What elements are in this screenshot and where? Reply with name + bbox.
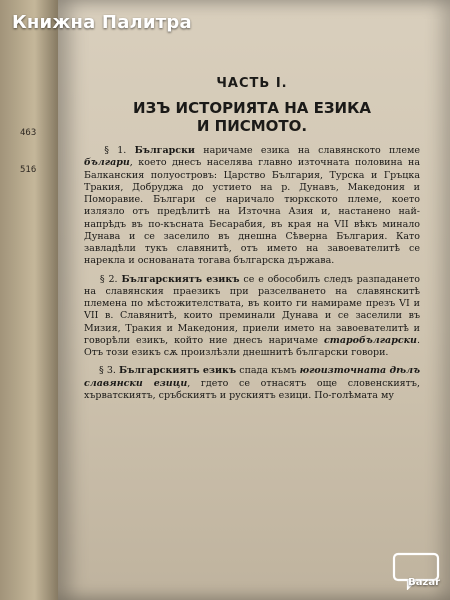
section-text: се е обособилъ следъ разпадането на славянския праезикъ при разселването на славянскитѣ племена по мѣстожителствата, въ които ги намираме презъ VI и VII в. Славянитѣ, които преминали Дунава и се заселили въ Мизия, Тракия и Македония, приели името на завоевателитѣ и говорѣли езикъ, който ние днесъ наричаме [84, 273, 420, 346]
section-emphasis: българи [84, 157, 130, 169]
page-content [84, 70, 420, 590]
section-paragraph [84, 365, 420, 402]
chapter-title [84, 99, 420, 135]
section-lead: Български [134, 145, 195, 156]
section-text: наричаме езика на славянското племе [194, 145, 420, 156]
section-number: § 2. [99, 273, 118, 285]
left-page-number: 516 [20, 165, 37, 175]
chapter-title-line: ИЗЪ ИСТОРИЯТА НА ЕЗИКА [133, 99, 371, 117]
section-paragraph [84, 274, 420, 360]
left-page-numbers [20, 0, 56, 600]
section-emphasis: югоизточната дѣлъ славянски езици [84, 365, 420, 389]
left-page-number: 463 [20, 128, 37, 138]
section-emphasis: старобългарски [324, 334, 417, 346]
part-heading: ЧАСТЬ I. [216, 76, 288, 91]
section-rest: , гдето се отнасятъ още словенскиятъ, хърватскиятъ, сръбскиятъ и рускиятъ езици. По-голѣмата му [84, 377, 420, 401]
store-watermark: Книжна Палитра [12, 12, 192, 33]
section-rest: , което днесъ населява главно източната половина на Балканския полуостровъ: Царство България, Турска и Гръцка Тракия, Добруджа до устието на р. Дунавъ, Македония и Поморавие. Българи се наричало тюркското племе, което излязло отъ предѣлитѣ на Източна Азия и, настанено най-напрѣдъ въ по-късната Бесарабия, въ края на VII вѣкъ минало Дунава и се заселило въ днешна Сѣверна България. Като завладѣли тукъ славянитѣ, отъ името на завоевателитѣ се нарекла и основаната тогава българска държава. [84, 157, 420, 267]
section-rest: . Отъ този езикъ сѫ произлѣзли днешнитѣ български говори. [84, 334, 420, 358]
section-text: спада къмъ [236, 365, 300, 377]
bazar-logo-text: Bazar [408, 577, 440, 588]
section-paragraph [84, 145, 420, 268]
book-page [58, 0, 450, 600]
chapter-title-line: И ПИСМОТО. [196, 117, 308, 135]
section-number: § 3. [99, 365, 116, 377]
section-lead: Българскиятъ езикъ [121, 273, 240, 285]
section-number: § 1. [104, 145, 127, 156]
section-lead: Българскиятъ езикъ [118, 365, 237, 377]
